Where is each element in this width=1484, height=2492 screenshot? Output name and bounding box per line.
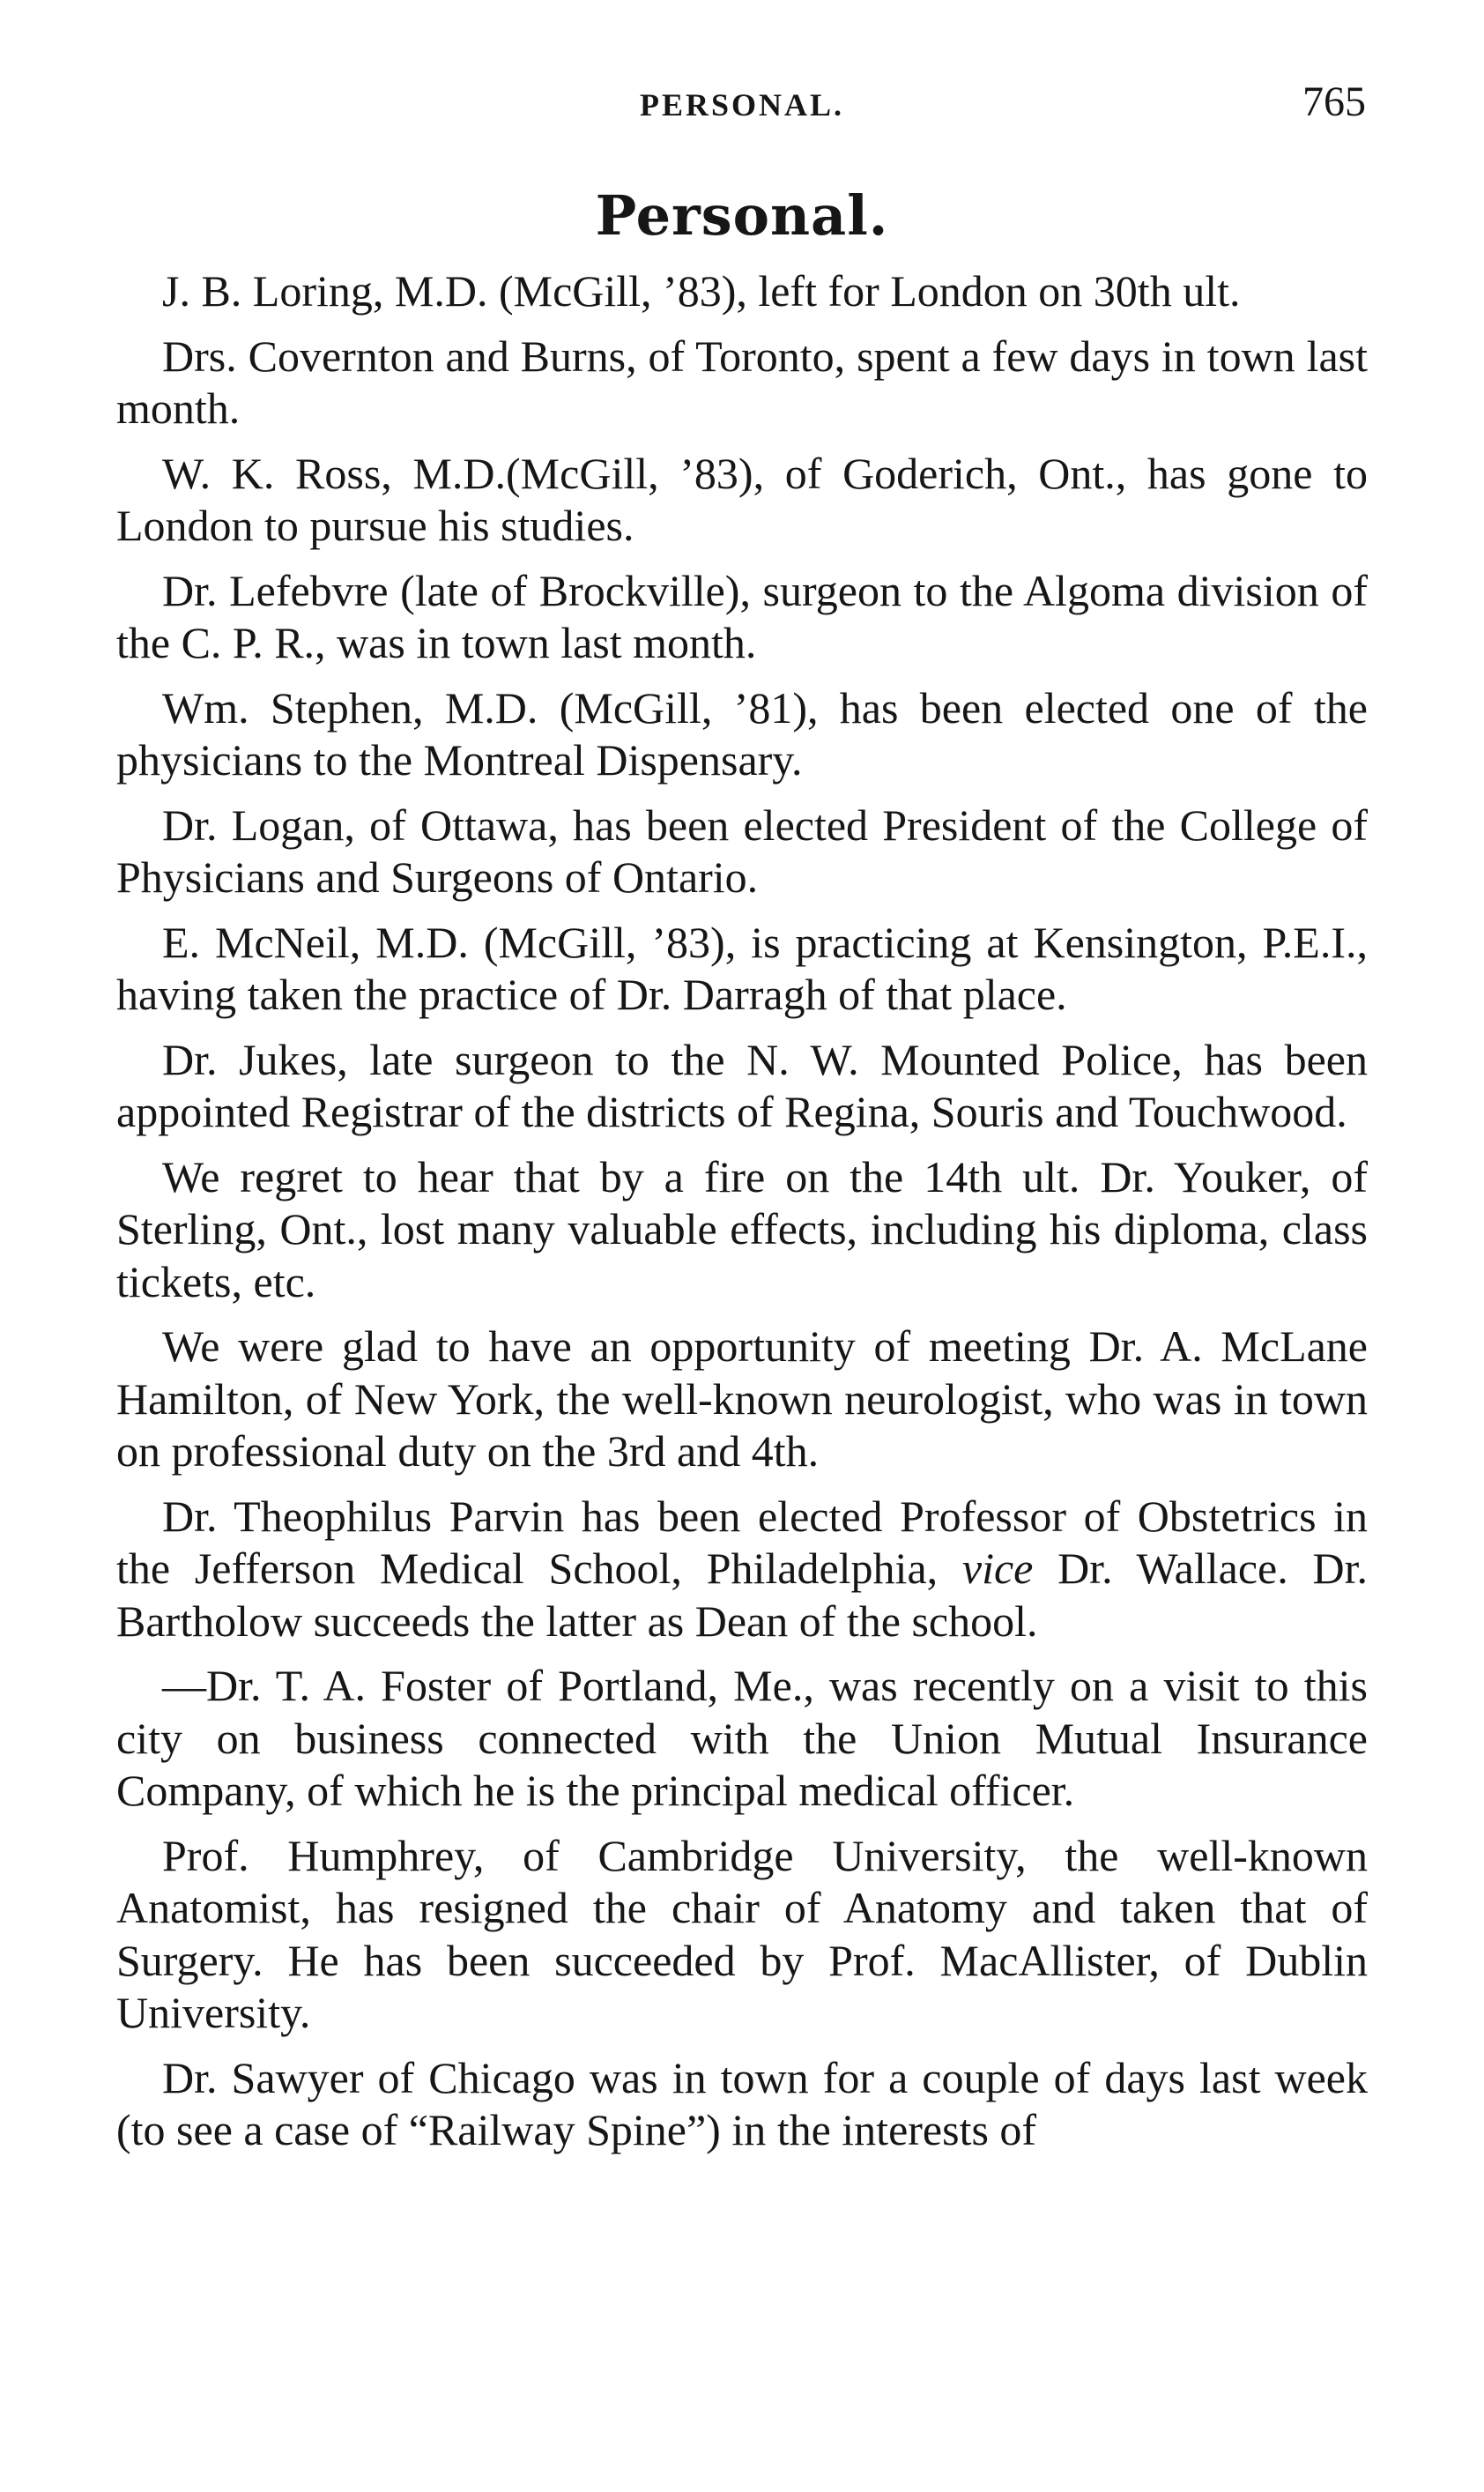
item-foster: —Dr. T. A. Foster of Portland, Me., was recently on a visit to this city on business connected with the Union Mutual Insurance Company, of which he is the principal medical officer.: [116, 1661, 1368, 1815]
item-ross: W. K. Ross, M.D.(McGill, ’83), of Goderich, Ont., has gone to London to pursue his studies.: [116, 448, 1368, 550]
item-sawyer: Dr. Sawyer of Chicago was in town for a couple of days last week (to see a case of “Railway Spine”) in the interests of: [116, 2052, 1368, 2154]
item-logan: Dr. Logan, of Ottawa, has been elected President of the College of Physicians and Surgeons of Ontario.: [116, 800, 1368, 902]
item-lefebvre: Dr. Lefebvre (late of Brockville), surgeon to the Algoma division of the C. P. R., was in town last month.: [116, 565, 1368, 667]
item-jukes: Dr. Jukes, late surgeon to the N. W. Mounted Police, has been appointed Registrar of the districts of Regina, Souris and Touchwood.: [116, 1034, 1368, 1136]
item-mcneil: E. McNeil, M.D. (McGill, ’83), is practicing at Kensington, P.E.I., having taken the practice of Dr. Darragh of that place.: [116, 917, 1368, 1019]
page-body: [116, 79, 1368, 2169]
running-title: PERSONAL.: [639, 87, 845, 123]
running-header: [116, 79, 1368, 132]
item-hamilton: We were glad to have an opportunity of meeting Dr. A. McLane Hamilton, of New York, the well-known neurologist, who was in town on professional duty on the 3rd and 4th.: [116, 1321, 1368, 1476]
page-number: 765: [1302, 78, 1366, 125]
item-parvin-part-2: Dr. Wallace. Dr. Bartholow succeeds the latter as Dean of the school.: [116, 1544, 1368, 1646]
item-parvin: [116, 1491, 1368, 1648]
item-parvin-italic: vice: [961, 1544, 1034, 1593]
item-youker: We regret to hear that by a fire on the 14th ult. Dr. Youker, of Sterling, Ont., lost many valuable effects, including his diploma, class tickets, etc.: [116, 1151, 1368, 1306]
item-stephen: Wm. Stephen, M.D. (McGill, ’81), has been elected one of the physicians to the Montreal Dispensary.: [116, 682, 1368, 785]
item-covernton-burns: Drs. Covernton and Burns, of Toronto, spent a few days in town last month.: [116, 331, 1368, 433]
item-humphrey: Prof. Humphrey, of Cambridge University, the well-known Anatomist, has resigned the chair of Anatomy and taken that of Surgery. He has been succeeded by Prof. MacAllister, of Dublin University.: [116, 1830, 1368, 2037]
item-parvin-part-1: Dr. Theophilus Parvin has been elected Professor of Obstetrics in the Jefferson Medical School, Philadelphia,: [116, 1491, 1368, 1593]
item-loring: J. B. Loring, M.D. (McGill, ’83), left for London on 30th ult.: [162, 266, 1241, 316]
section-title: Personal.: [595, 183, 889, 248]
